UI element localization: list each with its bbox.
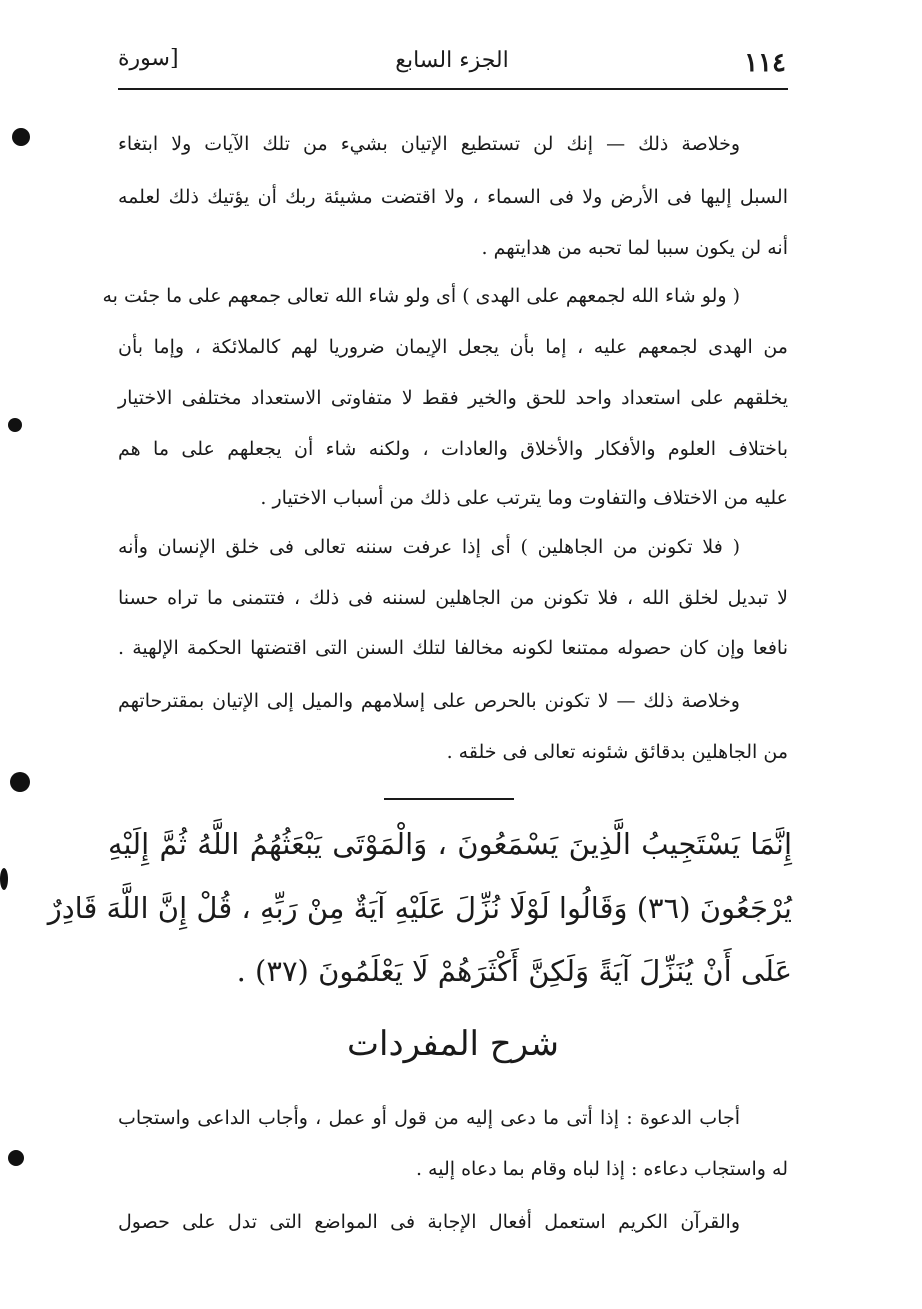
vocab-line: له واستجاب دعاءه : إذا لباه وقام بما دعاه إليه . — [415, 1158, 788, 1180]
body-line: نافعا وإن كان حصوله ممتنعا لكونه مخالفا لتلك السنن التى اقتضتها الحكمة الإلهية . — [118, 637, 788, 659]
vocab-line: والقرآن الكريم استعمل أفعال الإجابة فى المواضع التى تدل على حصول — [118, 1211, 740, 1233]
body-line: وخلاصة ذلك — لا تكونن بالحرص على إسلامهم والميل إلى الإتيان بمقترحاتهم — [118, 690, 740, 712]
verse-line: يُرْجَعُونَ (٣٦) وَقَالُوا لَوْلَا نُزِّلَ عَلَيْهِ آيَةٌ مِنْ رَبِّهِ ، قُلْ إِنَّ اللَّهَ قَادِرٌ — [47, 891, 792, 925]
scan-blot — [0, 868, 8, 890]
scan-blot — [10, 772, 30, 792]
body-line: يخلقهم على استعداد واحد للحق والخير فقط لا متفاوتى الاستعداد مختلفى الاختيار — [118, 387, 788, 409]
verse-line: إِنَّمَا يَسْتَجِيبُ الَّذِينَ يَسْمَعُونَ ، وَالْمَوْتَى يَبْعَثُهُمُ اللَّهُ ثُمَّ إِلَيْهِ — [108, 827, 792, 861]
body-line: من الجاهلين بدقائق شئونه تعالى فى خلقه . — [446, 741, 788, 763]
body-line: ( ولو شاء الله لجمعهم على الهدى ) أى ولو شاء الله تعالى جمعهم على ما جئت به — [102, 285, 740, 307]
part-title: الجزء السابع — [395, 48, 509, 73]
body-line: باختلاف العلوم والأفكار والأخلاق والعادات ، ولكنه شاء أن يجعلهم على ما هم — [118, 438, 788, 460]
body-line: عليه من الاختلاف والتفاوت وما يترتب على ذلك من أسباب الاختيار . — [260, 487, 788, 509]
body-line: وخلاصة ذلك — إنك لن تستطيع الإتيان بشيء من تلك الآيات ولا ابتغاء — [118, 133, 740, 155]
section-separator — [384, 798, 514, 800]
body-line: أنه لن يكون سببا لما تحبه من هدايتهم . — [481, 237, 788, 259]
scan-blot — [8, 418, 22, 432]
section-title: شرح المفردات — [346, 1024, 560, 1064]
page-number: ١١٤ — [744, 48, 786, 78]
header-divider — [118, 88, 788, 90]
surah-label: [سورة — [118, 46, 179, 71]
body-line: السبل إليها فى الأرض ولا فى السماء ، ولا اقتضت مشيئة ربك أن يؤتيك ذلك لعلمه — [118, 186, 788, 208]
page-header — [118, 42, 786, 86]
body-line: من الهدى لجمعهم عليه ، إما بأن يجعل الإيمان ضروريا لهم كالملائكة ، وإما بأن — [118, 336, 788, 358]
scan-blot — [12, 128, 30, 146]
verse-line: عَلَى أَنْ يُنَزِّلَ آيَةً وَلَكِنَّ أَكْثَرَهُمْ لَا يَعْلَمُونَ (٣٧) . — [236, 954, 792, 988]
body-line: لا تبديل لخلق الله ، فلا تكونن من الجاهلين لسننه فى ذلك ، فتتمنى ما تراه حسنا — [118, 587, 788, 609]
scan-blot — [8, 1150, 24, 1166]
vocab-line: أجاب الدعوة : إذا أتى ما دعى إليه من قول أو عمل ، وأجاب الداعى واستجاب — [118, 1107, 740, 1129]
body-line: ( فلا تكونن من الجاهلين ) أى إذا عرفت سننه تعالى فى خلق الإنسان وأنه — [118, 536, 740, 558]
